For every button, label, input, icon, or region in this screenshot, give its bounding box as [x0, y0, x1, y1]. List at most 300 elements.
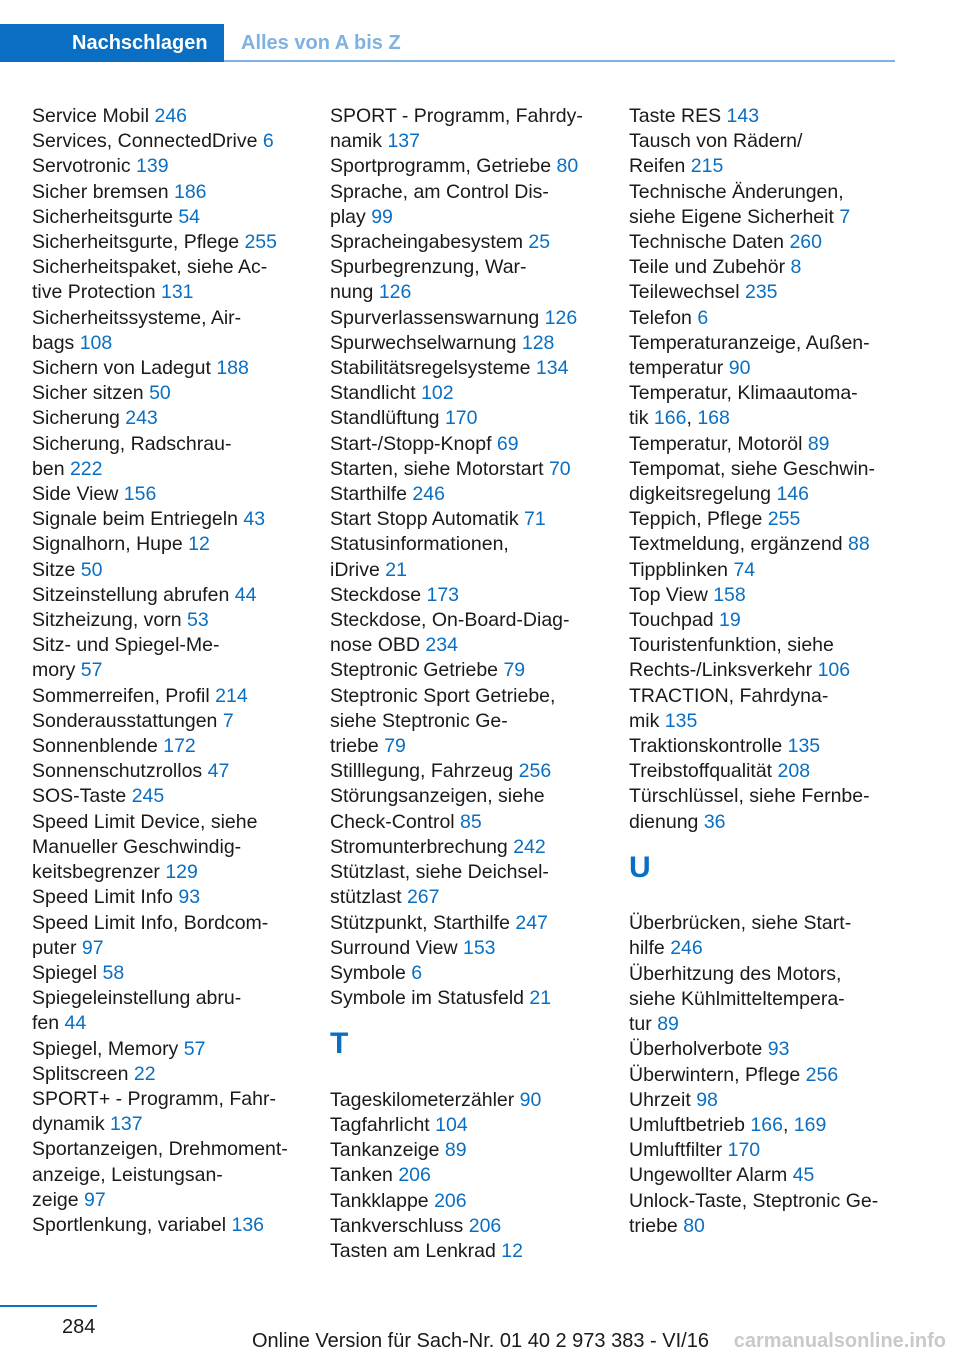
index-entry-term: Stabilitätsregelsysteme: [330, 357, 536, 380]
index-entry-text: siehe Kühlmitteltempera-: [629, 987, 845, 1010]
index-entry-text: [629, 230, 905, 255]
page-reference-link[interactable]: 106: [817, 659, 851, 682]
index-entry-term: Speed Limit Info: [32, 886, 179, 909]
page-reference-link[interactable]: 58: [102, 961, 125, 984]
index-entry: [32, 154, 308, 179]
index-entry-text: [629, 583, 905, 608]
index-entry-term: Stilllegung, Fahrzeug: [330, 760, 519, 783]
index-entry-term: Reifen: [629, 155, 691, 178]
index-entry-text: Speed Limit Info, Bordcom-: [32, 911, 269, 934]
page-reference-link[interactable]: 79: [384, 735, 406, 758]
index-entry-text: Sitz- und Spiegel-Me-: [32, 634, 220, 657]
index-entry-text: [32, 104, 308, 129]
page-reference-link[interactable]: 146: [776, 483, 809, 506]
header-divider: [224, 60, 895, 62]
index-entry: [330, 936, 606, 961]
index-entry: [330, 860, 606, 910]
page-reference-link[interactable]: 168: [697, 407, 730, 430]
page-reference-link[interactable]: 69: [496, 432, 519, 455]
index-entry-text: Sprache, am Control Dis-: [330, 180, 549, 203]
page-reference-link[interactable]: 88: [847, 533, 870, 556]
index-entry: [629, 280, 905, 305]
index-entry: [629, 1037, 905, 1062]
page-reference-link[interactable]: 153: [462, 936, 496, 959]
index-entry-term: digkeitsregelung: [629, 483, 777, 506]
index-entry-term: Spracheingabesystem: [330, 231, 529, 254]
index-entry: [629, 734, 905, 759]
page-reference-link[interactable]: 6: [411, 961, 423, 984]
page-reference-link[interactable]: 214: [215, 684, 248, 707]
index-entry-text: [330, 986, 606, 1011]
index-entry-text: [629, 709, 905, 734]
page-reference-link[interactable]: 89: [444, 1139, 467, 1162]
index-entry: [32, 784, 308, 809]
index-entry: [629, 583, 905, 608]
page-reference-link[interactable]: 102: [421, 382, 454, 405]
index-entry: [629, 558, 905, 583]
index-entry-text: [330, 835, 606, 860]
index-entry-term: Sonnenschutzrollos: [32, 760, 208, 783]
page-reference-link[interactable]: 235: [744, 281, 778, 304]
index-entry: [32, 104, 308, 129]
index-entry-term: puter: [32, 936, 82, 959]
index-entry-term: Sicherung: [32, 407, 126, 430]
index-entry-term: Umluftfilter: [629, 1139, 728, 1162]
index-entry: [330, 432, 606, 457]
page-reference-link[interactable]: 169: [793, 1113, 827, 1136]
page-reference-link[interactable]: 245: [131, 785, 165, 808]
page-reference-link[interactable]: 7: [222, 709, 234, 732]
page-reference-link[interactable]: 6: [262, 130, 274, 153]
page-reference-link[interactable]: 93: [178, 886, 201, 909]
index-entry-text: [32, 1062, 308, 1087]
index-entry: [32, 986, 308, 1036]
index-entry: [629, 911, 905, 961]
index-entry-text: Spiegeleinstellung abru-: [32, 987, 242, 1010]
index-entry-term: Sitzeinstellung abrufen: [32, 583, 235, 606]
index-entry-term: triebe: [629, 1214, 684, 1237]
index-entry: [330, 961, 606, 986]
index-entry-term: Technische Daten: [629, 231, 790, 254]
page-reference-link[interactable]: 222: [69, 457, 103, 480]
page-reference-link[interactable]: 137: [387, 130, 420, 153]
index-entry: [629, 1163, 905, 1188]
index-entry-text: Unlock-Taste, Steptronic Ge-: [629, 1189, 879, 1212]
index-entry: [32, 1062, 308, 1087]
index-entry: [629, 180, 905, 230]
index-entry-text: tik 166, 168: [629, 407, 730, 430]
page-reference-link[interactable]: 79: [503, 659, 526, 682]
index-entry: [32, 1087, 308, 1137]
index-entry-term: Traktionskontrolle: [629, 735, 788, 758]
index-entry: [629, 608, 905, 633]
index-entry-text: [32, 532, 308, 557]
index-entry-text: [330, 1189, 606, 1214]
index-entry: [330, 1163, 606, 1188]
index-entry-text: [330, 129, 606, 154]
index-entry-text: [330, 1113, 606, 1138]
index-entry: [330, 1189, 606, 1214]
index-entry-term: Steckdose: [330, 583, 427, 606]
index-entry: [32, 255, 308, 305]
page-reference-link[interactable]: 108: [79, 331, 113, 354]
index-entry-term: Teilewechsel: [629, 281, 745, 304]
index-entry: [330, 684, 606, 760]
index-entry-text: [330, 507, 606, 532]
page-reference-link[interactable]: 156: [123, 483, 157, 506]
page-reference-link[interactable]: 255: [767, 508, 801, 531]
index-entry-text: SPORT+ - Programm, Fahr-: [32, 1087, 276, 1110]
index-entry: [330, 406, 606, 431]
index-entry-term: tik: [629, 407, 654, 430]
index-entry-term: Tageskilometerzähler: [330, 1088, 520, 1111]
index-entry-term: Touchpad: [629, 609, 719, 632]
index-entry-text: [629, 104, 905, 129]
page-reference-link[interactable]: 12: [188, 533, 210, 556]
index-entry-text: [629, 1138, 905, 1163]
index-entry-text: [32, 129, 308, 154]
page-reference-link[interactable]: 90: [519, 1088, 542, 1111]
index-entry: [32, 608, 308, 633]
index-entry-term: Teppich, Pflege: [629, 508, 768, 531]
header-bar: [0, 0, 960, 64]
page-reference-link[interactable]: 50: [149, 382, 171, 405]
index-entry-text: Spurbegrenzung, War-: [330, 256, 527, 279]
page-reference-link[interactable]: 135: [787, 735, 821, 758]
index-entry-text: [32, 457, 308, 482]
index-entry: [32, 684, 308, 709]
page-reference-link[interactable]: 143: [726, 105, 760, 127]
page-reference-link[interactable]: 45: [792, 1164, 815, 1187]
index-entry-text: [629, 482, 905, 507]
index-entry: [32, 709, 308, 734]
page-reference-link[interactable]: 256: [805, 1063, 839, 1086]
index-entry: [32, 507, 308, 532]
index-entry-term: nung: [330, 281, 379, 304]
index-entry: [629, 306, 905, 331]
index-entry-text: [330, 936, 606, 961]
index-entry-term: zeige: [32, 1188, 85, 1211]
index-entry-text: TRACTION, Fahrdyna-: [629, 684, 829, 707]
page-reference-link[interactable]: 71: [524, 508, 546, 531]
page-reference-link[interactable]: 43: [243, 508, 266, 531]
index-entry: [629, 331, 905, 381]
page-reference-link[interactable]: 134: [535, 357, 569, 380]
index-entry-text: [330, 381, 606, 406]
page-reference-link[interactable]: 12: [501, 1239, 523, 1262]
index-entry-text: Überhitzung des Motors,: [629, 962, 842, 985]
index-entry: [629, 1113, 905, 1138]
page-reference-link[interactable]: 158: [713, 583, 746, 606]
page-reference-link[interactable]: 21: [385, 558, 407, 581]
page-reference-link[interactable]: 57: [183, 1037, 206, 1060]
index-entry-text: [629, 1088, 905, 1113]
index-entry-term: Sonderausstattungen: [32, 709, 223, 732]
index-entry-term: fen: [32, 1012, 65, 1035]
index-entry-text: Sicherheitssysteme, Air-: [32, 306, 242, 329]
index-entry-text: Tempomat, siehe Geschwin-: [629, 457, 876, 480]
page-reference-link[interactable]: 89: [807, 432, 830, 455]
page-reference-link[interactable]: 70: [548, 457, 571, 480]
index-entry-term: hilfe: [629, 937, 671, 960]
index-entry-term: Symbole im Statusfeld: [330, 987, 530, 1010]
index-entry-text: [32, 205, 308, 230]
index-entry-text: Sportanzeigen, Drehmoment-: [32, 1138, 288, 1161]
page-reference-link[interactable]: 172: [163, 735, 196, 758]
page-reference-link[interactable]: 139: [136, 155, 169, 178]
index-entry: [330, 381, 606, 406]
index-entry-text: [32, 734, 308, 759]
page-reference-link[interactable]: 54: [178, 205, 201, 228]
index-entry-term: Check-Control: [330, 810, 461, 833]
index-entry-text: [32, 885, 308, 910]
index-entry-text: [629, 507, 905, 532]
index-entry-text: [629, 810, 905, 835]
index-entry-term: Sportlenkung, variabel: [32, 1213, 232, 1236]
index-entry-text: [330, 154, 606, 179]
index-entry: [629, 507, 905, 532]
index-entry-text: [330, 356, 606, 381]
index-entry-term: Standlicht: [330, 382, 422, 405]
page-reference-link[interactable]: 208: [777, 760, 811, 783]
page-reference-link[interactable]: 246: [154, 105, 188, 127]
page-reference-link[interactable]: 44: [64, 1012, 87, 1035]
watermark: carmanualsonline.info: [733, 1330, 946, 1352]
page-reference-link[interactable]: 89: [657, 1013, 679, 1036]
index-entry-text: [330, 759, 606, 784]
page-reference-link[interactable]: 36: [703, 810, 726, 833]
index-entry-text: [330, 432, 606, 457]
page-reference-link[interactable]: 8: [790, 256, 802, 279]
index-entry: [629, 1138, 905, 1163]
index-entry: [330, 356, 606, 381]
index-entry-text: [32, 759, 308, 784]
index-entry-term: Steptronic Getriebe: [330, 659, 504, 682]
page-reference-link[interactable]: 255: [244, 231, 277, 254]
index-entry: [629, 1088, 905, 1113]
page-reference-link[interactable]: 137: [110, 1113, 143, 1136]
page-reference-link[interactable]: 247: [515, 911, 548, 934]
page-reference-link[interactable]: 170: [444, 407, 478, 430]
index-entry: [330, 1214, 606, 1239]
index-entry: [330, 104, 606, 154]
index-entry-text: Überbrücken, siehe Start-: [629, 912, 852, 935]
index-entry-text: Manueller Geschwindig-: [32, 835, 242, 858]
page-reference-link[interactable]: 215: [690, 155, 724, 178]
index-entry: [32, 482, 308, 507]
index-entry-text: [32, 860, 308, 885]
index-entry: [629, 633, 905, 683]
page-reference-link[interactable]: 93: [767, 1038, 790, 1061]
page-reference-link[interactable]: 246: [670, 937, 703, 960]
page-reference-link[interactable]: 126: [378, 281, 412, 304]
index-entry-term: Top View: [629, 583, 714, 606]
page-reference-link[interactable]: 47: [207, 760, 230, 783]
index-entry: [629, 432, 905, 457]
index-entry-text: Sicherung, Radschrau-: [32, 432, 232, 455]
index-entry-text: [32, 684, 308, 709]
index-entry-term: Sportprogramm, Getriebe: [330, 155, 557, 178]
index-entry: [330, 986, 606, 1011]
page-reference-link[interactable]: 206: [468, 1214, 502, 1237]
page-reference-link[interactable]: 97: [84, 1188, 106, 1211]
index-entry: [330, 230, 606, 255]
page-reference-link[interactable]: 104: [435, 1113, 468, 1136]
page-reference-link[interactable]: 166: [653, 407, 687, 430]
index-entry: [330, 154, 606, 179]
page-reference-link[interactable]: 256: [518, 760, 552, 783]
page-reference-link[interactable]: 80: [683, 1214, 705, 1237]
index-entry-text: [629, 356, 905, 381]
index-entry-term: Tasten am Lenkrad: [330, 1239, 502, 1262]
index-entry-text: [629, 734, 905, 759]
tab-nachschlagen[interactable]: Nachschlagen: [0, 24, 224, 62]
page-reference-link[interactable]: 170: [727, 1139, 761, 1162]
page-reference-link[interactable]: 6: [697, 306, 709, 329]
index-entry: [32, 381, 308, 406]
index-entry-term: Tippblinken: [629, 558, 734, 581]
index-entry-term: Spiegel: [32, 961, 103, 984]
index-entry-text: Umluftbetrieb 166, 169: [629, 1113, 827, 1136]
index-entry: [629, 255, 905, 280]
index-entry-term: Überwintern, Pflege: [629, 1063, 806, 1086]
page-reference-link[interactable]: 74: [733, 558, 756, 581]
index-entry: [32, 432, 308, 482]
index-entry-text: [32, 1188, 308, 1213]
index-entry-text: [330, 1214, 606, 1239]
index-entry-term: Sicher bremsen: [32, 180, 174, 203]
page-reference-link[interactable]: 19: [719, 609, 741, 632]
index-entry-term: ben: [32, 457, 70, 480]
page-reference-link[interactable]: 53: [187, 609, 209, 632]
page-reference-link[interactable]: 50: [80, 558, 103, 581]
page-reference-link[interactable]: 99: [371, 205, 393, 228]
index-entry: [32, 1137, 308, 1213]
index-entry-text: [330, 406, 606, 431]
index-entry-term: Start Stopp Automatik: [330, 508, 525, 531]
page-reference-link[interactable]: 85: [460, 810, 482, 833]
index-entry: [32, 205, 308, 230]
index-entry-term: triebe: [330, 735, 385, 758]
page-reference-link[interactable]: 25: [528, 231, 551, 254]
index-entry-text: [330, 583, 606, 608]
index-entry-term: bags: [32, 331, 80, 354]
index-entry-text: Steckdose, On-Board-Diag-: [330, 609, 570, 632]
index-entry-text: [330, 1163, 606, 1188]
index-entry: [32, 129, 308, 154]
index-entry-term: Sitze: [32, 558, 81, 581]
page-reference-link[interactable]: 90: [728, 357, 751, 380]
page-reference-link[interactable]: 206: [398, 1164, 431, 1187]
page-reference-link[interactable]: 131: [160, 281, 194, 304]
page-reference-link[interactable]: 98: [696, 1088, 718, 1111]
index-entry: [32, 306, 308, 356]
page-reference-link[interactable]: 243: [125, 407, 158, 430]
page-reference-link[interactable]: 126: [544, 306, 578, 329]
index-entry-text: [32, 1213, 308, 1238]
page-reference-link[interactable]: 260: [789, 231, 822, 254]
index-entry: [330, 911, 606, 936]
index-entry-text: Statusinformationen,: [330, 533, 509, 556]
index-entry-text: [32, 331, 308, 356]
page-reference-link[interactable]: 186: [173, 180, 207, 203]
index-entry-term: Überholverbote: [629, 1038, 768, 1061]
index-entry-term: Tankverschluss: [330, 1214, 469, 1237]
page-reference-link[interactable]: 80: [556, 155, 579, 178]
page-reference-link[interactable]: 136: [231, 1213, 265, 1236]
index-entry-text: anzeige, Leistungsan-: [32, 1163, 223, 1186]
index-entry-term: Rechts-/Linksverkehr: [629, 659, 818, 682]
index-entry: [330, 457, 606, 482]
index-entry-text: Türschlüssel, siehe Fernbe-: [629, 785, 870, 808]
index-entry-text: [629, 1063, 905, 1088]
index-entry: [330, 1088, 606, 1113]
page-reference-link[interactable]: 234: [425, 634, 458, 657]
page-reference-link[interactable]: 7: [839, 205, 851, 228]
index-entry-term: Sitzheizung, vorn: [32, 609, 188, 632]
index-entry-term: Servotronic: [32, 155, 137, 178]
index-entry-text: [330, 633, 606, 658]
page-reference-link[interactable]: 166: [750, 1113, 783, 1136]
page-reference-link[interactable]: 135: [664, 709, 698, 732]
index-entry-text: Störungsanzeigen, siehe: [330, 785, 545, 808]
index-entry: [32, 759, 308, 784]
page-reference-link[interactable]: 206: [434, 1189, 467, 1212]
page-reference-link[interactable]: 129: [165, 861, 198, 884]
index-entry-text: Temperatur, Klimaautoma-: [629, 382, 858, 405]
index-entry-text: [330, 457, 606, 482]
index-entry-text: [32, 154, 308, 179]
index-entry: [629, 759, 905, 784]
index-entry-text: [629, 1163, 905, 1188]
index-entry-text: [629, 205, 905, 230]
index-entry-text: [32, 1011, 308, 1036]
index-entry-text: [330, 911, 606, 936]
index-entry: [32, 734, 308, 759]
index-entry-text: [330, 280, 606, 305]
index-entry-term: Starten, siehe Motorstart: [330, 457, 549, 480]
page-reference-link[interactable]: 188: [216, 357, 249, 380]
index-entry-text: [32, 936, 308, 961]
index-entry-text: [629, 1012, 905, 1037]
page-reference-link[interactable]: 21: [529, 987, 552, 1010]
page-reference-link[interactable]: 97: [81, 936, 104, 959]
index-entry-term: Service Mobil: [32, 105, 155, 127]
index-column-3: [629, 104, 905, 1239]
index-entry-text: [32, 961, 308, 986]
index-entry: [32, 1037, 308, 1062]
page-reference-link[interactable]: 22: [133, 1062, 156, 1085]
index-entry: [629, 381, 905, 431]
page-reference-link[interactable]: 242: [513, 835, 546, 858]
index-entry-text: [330, 658, 606, 683]
index-entry: [629, 129, 905, 179]
page-reference-link[interactable]: 246: [412, 483, 445, 506]
page-reference-link[interactable]: 267: [406, 886, 440, 909]
index-entry: [330, 608, 606, 658]
page-reference-link[interactable]: 57: [80, 659, 103, 682]
index-entry: [629, 962, 905, 1038]
tab-alles-von-a-bis-z[interactable]: Alles von A bis Z: [241, 32, 401, 54]
index-entry-text: [32, 507, 308, 532]
index-entry-text: [330, 1088, 606, 1113]
index-entry: [32, 810, 308, 886]
page-reference-link[interactable]: 173: [426, 583, 460, 606]
index-entry: [330, 331, 606, 356]
index-entry-term: Textmeldung, ergänzend: [629, 533, 848, 556]
page-reference-link[interactable]: 44: [234, 583, 257, 606]
page-reference-link[interactable]: 128: [521, 331, 555, 354]
